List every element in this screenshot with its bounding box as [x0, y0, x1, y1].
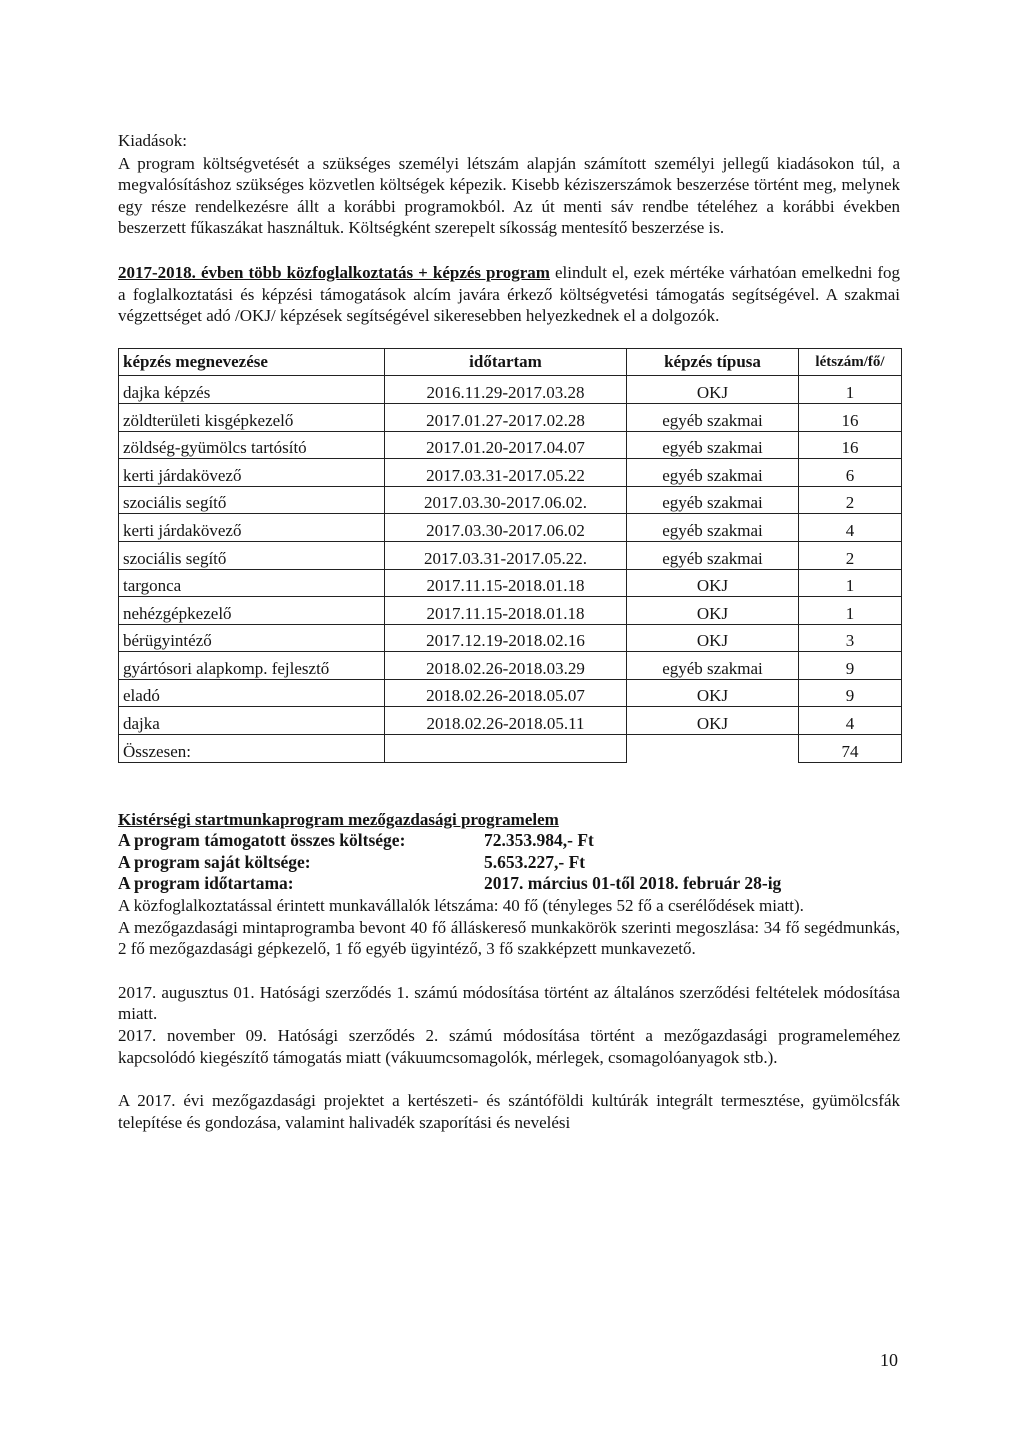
cell-name: eladó	[119, 679, 385, 707]
cell-duration: 2017.03.31-2017.05.22.	[385, 541, 627, 569]
table-header-row	[119, 348, 902, 376]
total-empty-type	[627, 735, 799, 763]
table-row	[119, 486, 902, 514]
cell-duration: 2016.11.29-2017.03.28	[385, 376, 627, 404]
cell-name: kerti járdakövező	[119, 514, 385, 542]
table-row	[119, 431, 902, 459]
total-empty-duration	[385, 735, 627, 763]
cell-type: egyéb szakmai	[627, 541, 799, 569]
cell-duration: 2018.02.26-2018.05.11	[385, 707, 627, 735]
table-row	[119, 459, 902, 487]
table-row	[119, 541, 902, 569]
training-table	[118, 348, 902, 763]
program-cost-value: 72.353.984,- Ft	[484, 830, 594, 851]
cell-type: OKJ	[627, 376, 799, 404]
cell-duration: 2017.01.20-2017.04.07	[385, 431, 627, 459]
cell-count: 1	[799, 376, 902, 404]
cell-count: 1	[799, 569, 902, 597]
program-title: Kistérségi startmunkaprogram mezőgazdasági programelem	[118, 809, 559, 829]
table-row	[119, 403, 902, 431]
header-count: létszám/fő/	[799, 348, 902, 376]
program-paragraph-1: A közfoglalkoztatással érintett munkavállalók létszáma: 40 fő (tényleges 52 fő a cserélődések miatt).	[118, 896, 804, 916]
cell-count: 4	[799, 707, 902, 735]
cell-name: dajka képzés	[119, 376, 385, 404]
cell-count: 2	[799, 486, 902, 514]
cell-type: egyéb szakmai	[627, 431, 799, 459]
kiadasok-title: Kiadások:	[118, 131, 187, 150]
cell-count: 4	[799, 514, 902, 542]
program-cost-label: A program támogatott összes költsége:	[118, 830, 406, 851]
cell-name: gyártósori alapkomp. fejlesztő	[119, 652, 385, 680]
cell-type: egyéb szakmai	[627, 486, 799, 514]
cell-type: egyéb szakmai	[627, 403, 799, 431]
program-own-value: 5.653.227,- Ft	[484, 851, 586, 872]
cell-name: dajka	[119, 707, 385, 735]
header-type: képzés típusa	[627, 348, 799, 376]
cell-type: OKJ	[627, 597, 799, 625]
table-row	[119, 707, 902, 735]
total-label: Összesen:	[119, 735, 385, 763]
cell-count: 16	[799, 403, 902, 431]
cell-duration: 2017.03.30-2017.06.02	[385, 514, 627, 542]
cell-name: szociális segítő	[119, 541, 385, 569]
header-duration: időtartam	[385, 348, 627, 376]
kiadasok-paragraph: A program költségvetését a szükséges személyi létszám alapján számított személyi jellegű kiadásokon túl, a megvalósításhoz szükséges közvetlen költségek képezik. Kisebb kéziszerszámok beszerzése történt meg, melynek egy része rendelkezésre állt a korábbi programokból. Az út menti sáv rendbe tételéhez a korábbi években beszerzett fűkaszákat használtuk. Költségként szerepelt síkosság mentesítő beszerzése is.	[118, 153, 900, 238]
cell-type: OKJ	[627, 624, 799, 652]
cell-type: OKJ	[627, 707, 799, 735]
program-cost-line	[118, 830, 900, 852]
cell-duration: 2017.03.31-2017.05.22	[385, 459, 627, 487]
cell-count: 1	[799, 597, 902, 625]
cell-count: 6	[799, 459, 902, 487]
program-duration-label: A program időtartama:	[118, 873, 294, 894]
cell-duration: 2017.01.27-2017.02.28	[385, 403, 627, 431]
cell-duration: 2017.11.15-2018.01.18	[385, 569, 627, 597]
cell-name: zöldterületi kisgépkezelő	[119, 403, 385, 431]
table-row	[119, 569, 902, 597]
program-paragraph-3b: 2017. november 09. Hatósági szerződés 2. számú módosítása történt a mezőgazdasági programeleméhez kapcsolódó kiegészítő támogatás miatt (vákuumcsomagolók, mérlegek, csomagolóanyagok stb.).	[118, 1026, 900, 1067]
cell-name: szociális segítő	[119, 486, 385, 514]
table-row	[119, 624, 902, 652]
table-body	[119, 376, 902, 735]
program-duration-value: 2017. március 01-től 2018. február 28-ig	[484, 873, 782, 894]
cell-name: zöldség-gyümölcs tartósító	[119, 431, 385, 459]
cell-type: egyéb szakmai	[627, 459, 799, 487]
cell-duration: 2017.12.19-2018.02.16	[385, 624, 627, 652]
intro-paragraph	[118, 262, 900, 327]
table-row	[119, 376, 902, 404]
cell-type: OKJ	[627, 679, 799, 707]
cell-type: egyéb szakmai	[627, 514, 799, 542]
table-total-row	[119, 735, 902, 763]
cell-type: egyéb szakmai	[627, 652, 799, 680]
header-name: képzés megnevezése	[119, 348, 385, 376]
cell-count: 9	[799, 652, 902, 680]
cell-duration: 2017.11.15-2018.01.18	[385, 597, 627, 625]
program-duration-line	[118, 873, 900, 895]
page-number: 10	[880, 1350, 898, 1370]
document-page	[118, 130, 900, 1133]
cell-duration: 2018.02.26-2018.05.07	[385, 679, 627, 707]
program-paragraph-3a: 2017. augusztus 01. Hatósági szerződés 1. számú módosítása történt az általános szerződési feltételek módosítása miatt.	[118, 982, 900, 1024]
table-row	[119, 679, 902, 707]
cell-count: 9	[799, 679, 902, 707]
intro-rest: elindult el, ezek mértéke várhatóan emelkedni fog a foglalkoztatási és képzési támogatások alcím javára érkező költségvetési támogatás segítségével. A szakmai végzettséget adó /OKJ/ képzések segítségével sikeresebben helyezkednek el a dolgozók.	[118, 262, 901, 326]
table-row	[119, 597, 902, 625]
intro-lead: 2017-2018. évben több közfoglalkoztatás + képzés program	[118, 262, 550, 282]
table-row	[119, 514, 902, 542]
cell-count: 2	[799, 541, 902, 569]
program-paragraph-2: A mezőgazdasági mintaprogramba bevont 40 fő álláskereső munkakörök szerinti megoszlása: 34 fő segédmunkás, 2 fő mezőgazdasági gépkezelő, 1 fő egyéb ügyintéző, 3 fő szakképzett munkavezető.	[118, 917, 900, 959]
program-own-line	[118, 852, 900, 874]
cell-name: nehézgépkezelő	[119, 597, 385, 625]
cell-name: kerti járdakövező	[119, 459, 385, 487]
table-row	[119, 652, 902, 680]
program-paragraph-4: A 2017. évi mezőgazdasági projektet a kertészeti- és szántóföldi kultúrák integrált termesztése, gyümölcsfák telepítése és gondozása, valamint halivadék szaporítási és nevelési	[118, 1091, 900, 1132]
cell-name: bérügyintéző	[119, 624, 385, 652]
cell-duration: 2017.03.30-2017.06.02.	[385, 486, 627, 514]
cell-duration: 2018.02.26-2018.03.29	[385, 652, 627, 680]
cell-count: 3	[799, 624, 902, 652]
cell-name: targonca	[119, 569, 385, 597]
program-own-label: A program saját költsége:	[118, 851, 311, 872]
total-value: 74	[799, 735, 902, 763]
cell-type: OKJ	[627, 569, 799, 597]
cell-count: 16	[799, 431, 902, 459]
